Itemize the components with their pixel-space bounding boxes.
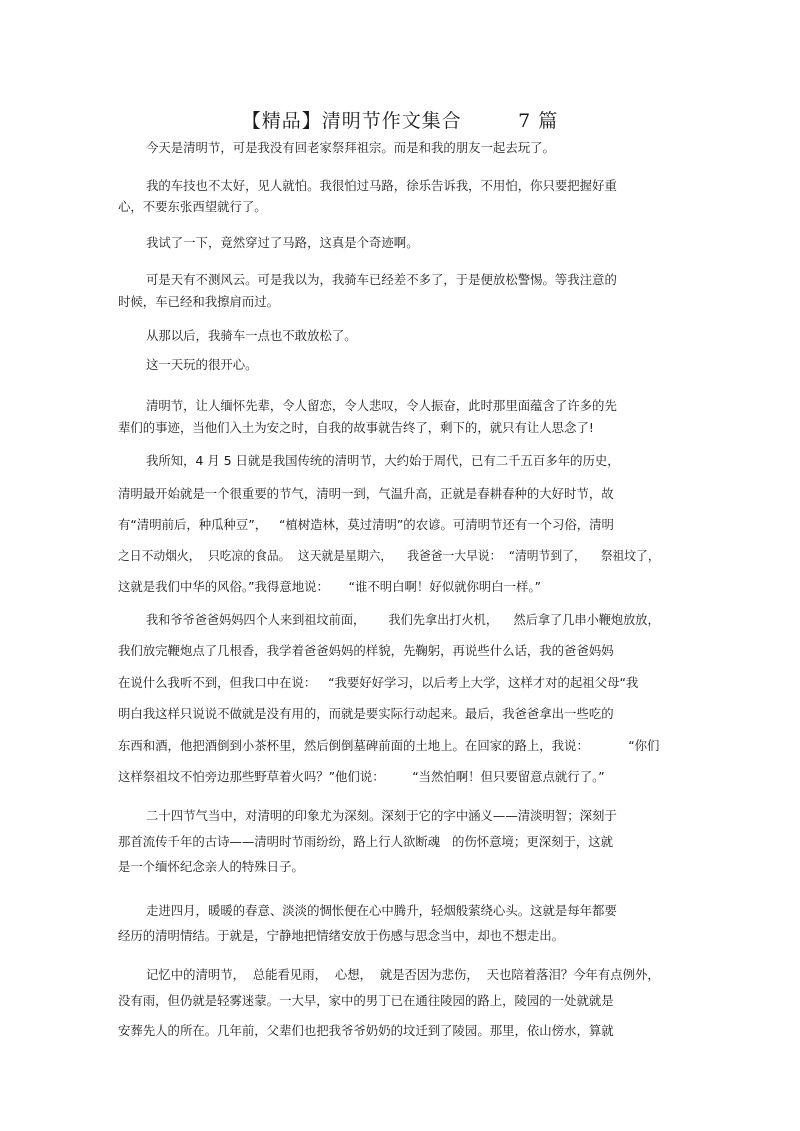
text-line: 有“清明前后，种瓜种豆”， “植树造林，莫过清明”的农谚。可清明节还有一个习俗，清明 <box>118 517 614 532</box>
text-line: 东西和酒，他把酒倒到小茶杯里，然后倒倒墓碑前面的土地上。在回家的路上，我说： “你们 <box>118 738 660 753</box>
document-title: 【精品】清明节作文集合 7 篇 <box>241 110 559 132</box>
text-line: 明白我这样只说说不做就是没有用的，而就是要实际行动起来。最后，我爸爸拿出一些吃的 <box>118 706 614 721</box>
text-line: 经历的清明情结。于就是，宁静地把情绪安放于伤感与思念当中，却也不想走出。 <box>118 928 565 943</box>
text-line: 没有雨，但仍就是轻雾迷蒙。一大早，家中的男丁已在通往陵园的路上，陵园的一处就就是 <box>118 993 614 1008</box>
text-line: 辈们的事迹，当他们入土为安之时，自我的故事就告终了，剩下的，就只有让人思念了! <box>118 420 594 435</box>
text-line: 安葬先人的所在。几年前，父辈们也把我爷爷奶奶的坟迁到了陵园。那里，依山傍水，算就 <box>118 1023 614 1038</box>
text-line: 在说什么我听不到，但我口中在说： “我要好好学习，以后考上大学，这样才对的起祖父母“我 <box>118 675 639 690</box>
text-line: 这样祭祖坟不怕旁边那些野草着火吗？”他们说： “当然怕啊！但只要留意点就行了。” <box>118 769 605 784</box>
text-line: 我试了一下，竟然穿过了马路，这真是个奇迹啊。 <box>146 235 419 250</box>
text-line: 我的车技也不太好，见人就怕。我很怕过马路，徐乐告诉我，不用怕，你只要把握好重 <box>146 178 617 193</box>
text-line: 这就是我们中华的风俗。”我得意地说： “谁不明白啊！好似就你明白一样。” <box>118 579 542 594</box>
text-line: 心，不要东张西望就行了。 <box>118 199 267 214</box>
text-line: 从那以后，我骑车一点也不敢放松了。 <box>146 328 357 343</box>
text-line: 我和爷爷爸爸妈妈四个人来到祖坟前面， 我们先拿出打火机， 然后拿了几串小鞭炮放放， <box>146 612 660 627</box>
text-line: 走进四月，暖暖的春意、淡淡的惆怅便在心中腾升，轻烟般萦绕心头。这就是每年都要 <box>146 903 617 918</box>
text-line: 那首流传千年的古诗——清明时节雨纷纷，路上行人欲断魂 的伤怀意境；更深刻于，这就 <box>118 834 614 849</box>
text-line: 二十四节气当中，对清明的印象尤为深刻。深刻于它的字中涵义——清淡明智；深刻于 <box>146 808 617 823</box>
text-line: 清明最开始就是一个很重要的节气，清明一到，气温升高，正就是春耕春种的大好时节，故 <box>118 486 614 501</box>
text-line: 记忆中的清明节， 总能看见雨， 心想， 就是否因为悲伤， 天也陪着落泪？今年有点例外， <box>146 967 660 982</box>
text-line: 之日不动烟火， 只吃凉的食品。 这天就是星期六， 我爸爸一大早说： “清明节到了， 祭祖坟了， <box>118 548 660 563</box>
text-line: 今天是清明节，可是我没有回老家祭拜祖宗。而是和我的朋友一起去玩了。 <box>146 140 555 155</box>
text-line: 时候，车已经和我擦肩而过。 <box>118 294 280 309</box>
text-line: 我所知，4 月 5 日就是我国传统的清明节，大约始于周代，已有二千五百多年的历史， <box>146 453 620 468</box>
text-line: 我们放完鞭炮点了几根香，我学着爸爸妈妈的样貌，先鞠躬，再说些什么话，我的爸爸妈妈 <box>118 643 614 658</box>
text-line: 清明节，让人缅怀先辈，令人留恋，令人悲叹，令人振奋，此时那里面蕴含了许多的先 <box>146 398 617 413</box>
text-line: 是一个缅怀纪念亲人的特殊日子。 <box>118 859 304 874</box>
text-line: 这一天玩的很开心。 <box>146 357 258 372</box>
text-line: 可是天有不测风云。可是我以为，我骑车已经差不多了，于是便放松警惕。等我注意的 <box>146 272 617 287</box>
